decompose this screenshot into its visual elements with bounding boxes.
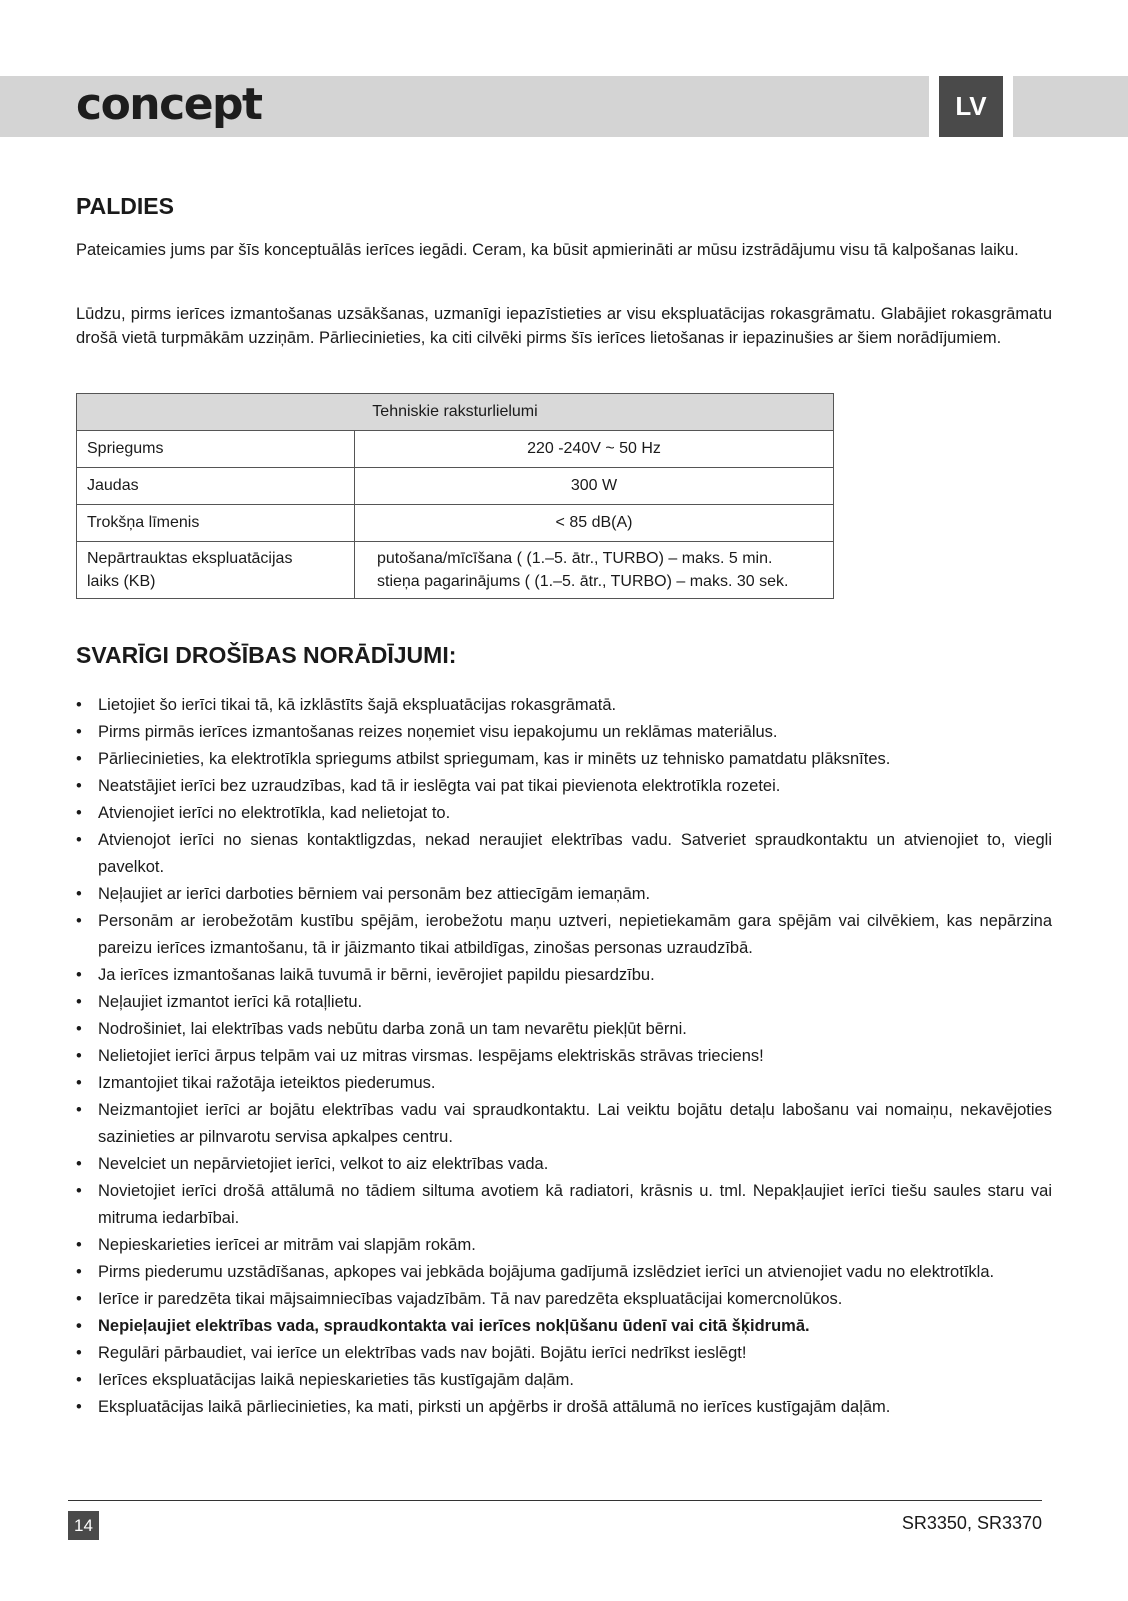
spec-value-line: stieņa pagarinājums ( (1.–5. ātr., TURBO) – maks. 30 sek.: [377, 573, 789, 590]
spec-row: [77, 505, 834, 542]
safety-item-text: Ekspluatācijas laikā pārliecinieties, ka mati, pirksti un apģērbs ir drošā attālumā no ierīces kustīgajām daļām.: [98, 1398, 891, 1416]
safety-item: [76, 746, 1052, 773]
safety-item-text: Neatstājiet ierīci bez uzraudzības, kad tā ir ieslēgta vai pat tikai pievienota elektrotīkla rozetei.: [98, 777, 781, 795]
bullet-icon: •: [76, 750, 82, 768]
safety-item-text: Pirms piederumu uzstādīšanas, apkopes vai jebkāda bojājuma gadījumā izslēdziet ierīci un atvienojiet vadu no elektrotīkla.: [98, 1263, 995, 1281]
safety-item: [76, 1178, 1052, 1232]
safety-item-text: Ja ierīces izmantošanas laikā tuvumā ir bērni, ievērojiet papildu piesardzību.: [98, 966, 655, 984]
safety-item-text: Atvienojiet ierīci no elektrotīkla, kad nelietojat to.: [98, 804, 451, 822]
bullet-icon: •: [76, 885, 82, 903]
safety-item: [76, 1286, 1052, 1313]
bullet-icon: •: [76, 1101, 82, 1119]
safety-item: [76, 1070, 1052, 1097]
bullet-icon: •: [76, 1290, 82, 1308]
spec-table: [76, 393, 834, 599]
safety-item: [76, 773, 1052, 800]
safety-item: [76, 1394, 1052, 1421]
spec-label: Jaudas: [77, 468, 355, 505]
footer-divider: [68, 1500, 1042, 1501]
spec-table-header-row: [77, 394, 834, 431]
safety-item-text: Nevelciet un nepārvietojiet ierīci, velkot to aiz elektrības vada.: [98, 1155, 549, 1173]
safety-item-text: Neļaujiet izmantot ierīci kā rotaļlietu.: [98, 993, 363, 1011]
bullet-icon: •: [76, 993, 82, 1011]
safety-item: [76, 1097, 1052, 1151]
safety-item-text: Lietojiet šo ierīci tikai tā, kā izklāstīts šajā ekspluatācijas rokasgrāmatā.: [98, 696, 617, 714]
safety-item: [76, 1340, 1052, 1367]
page-number: 14: [68, 1511, 99, 1540]
safety-item-text: Neļaujiet ar ierīci darboties bērniem vai personām bez attiecīgām iemaņām.: [98, 885, 651, 903]
safety-item: [76, 719, 1052, 746]
language-badge: LV: [939, 76, 1003, 137]
instructions-paragraph: Lūdzu, pirms ierīces izmantošanas uzsākšanas, uzmanīgi iepazīstieties ar visu ekspluatācijas rokasgrāmatu. Glabājiet rokasgrāmatu drošā vietā turpmākām uzziņām. Pārliecinieties, ka citi cilvēki pirms šīs ierīces lietošanas ir iepazinušies ar šiem norādījumiem.: [76, 305, 1052, 347]
safety-item-text: Ierīce ir paredzēta tikai mājsaimniecības vajadzībām. Tā nav paredzēta ekspluatācijai komercnolūkos.: [98, 1290, 843, 1308]
safety-item-text: Novietojiet ierīci drošā attālumā no tādiem siltuma avotiem kā radiatori, krāsnis u. tml. Nepakļaujiet ierīci tiešu saules staru vai mitruma iedarbībai.: [98, 1182, 1052, 1227]
bullet-icon: •: [76, 1371, 82, 1389]
spec-table-title: Tehniskie raksturlielumi: [77, 394, 834, 431]
spec-value-line: putošana/mīcīšana ( (1.–5. ātr., TURBO) – maks. 5 min.: [377, 550, 773, 567]
safety-item: [76, 1313, 1052, 1340]
bullet-icon: •: [76, 1074, 82, 1092]
bullet-icon: •: [76, 1317, 82, 1335]
spec-label: Trokšņa līmenis: [77, 505, 355, 542]
bullet-icon: •: [76, 831, 82, 849]
header-separator: [1003, 76, 1013, 137]
thanks-paragraph: Pateicamies jums par šīs konceptuālās ierīces iegādi. Ceram, ka būsit apmierināti ar mūsu izstrādājumu visu tā kalpošanas laiku.: [76, 241, 1019, 259]
safety-item: [76, 962, 1052, 989]
spec-label-line: laiks (KB): [87, 573, 156, 590]
bullet-icon: •: [76, 696, 82, 714]
bullet-icon: •: [76, 1236, 82, 1254]
spec-value: 300 W: [355, 468, 834, 505]
safety-item: [76, 1367, 1052, 1394]
bullet-icon: •: [76, 966, 82, 984]
safety-item-text: Neizmantojiet ierīci ar bojātu elektrības vadu vai spraudkontaktu. Lai veiktu bojātu detaļu labošanu vai nomaiņu, nekavējoties sazinieties ar pilnvarotu servisa apkalpes centru.: [98, 1101, 1052, 1146]
bullet-icon: •: [76, 1344, 82, 1362]
safety-heading: SVARĪGI DROŠĪBAS NORĀDĪJUMI:: [76, 642, 457, 668]
bullet-icon: •: [76, 1398, 82, 1416]
safety-item: [76, 800, 1052, 827]
safety-item-text: Ierīces ekspluatācijas laikā nepieskarieties tās kustīgajām daļām.: [98, 1371, 574, 1389]
safety-item: [76, 908, 1052, 962]
concept-logo: concept: [76, 79, 262, 130]
safety-item-text: Personām ar ierobežotām kustību spējām, ierobežotu maņu uztveri, nepietiekamām gara spējām vai cilvēkiem, kas nepārzina pareizu ierīces izmantošanu, tā ir jāizmanto tikai atbildīgas, zinošas personas uzraudzībā.: [98, 912, 1052, 957]
spec-row: [77, 431, 834, 468]
safety-item: [76, 989, 1052, 1016]
bullet-icon: •: [76, 1020, 82, 1038]
spec-row: [77, 542, 834, 599]
safety-item: [76, 1151, 1052, 1178]
spec-row: [77, 468, 834, 505]
safety-item: [76, 1016, 1052, 1043]
bullet-icon: •: [76, 1047, 82, 1065]
safety-item: [76, 881, 1052, 908]
safety-item-text: Nelietojiet ierīci ārpus telpām vai uz mitras virsmas. Iespējams elektriskās strāvas trieciens!: [98, 1047, 764, 1065]
spec-value: [355, 542, 834, 599]
spec-label: Spriegums: [77, 431, 355, 468]
header-separator: [929, 76, 939, 137]
safety-item: [76, 692, 1052, 719]
model-number: SR3350, SR3370: [901, 1513, 1042, 1533]
spec-value: < 85 dB(A): [355, 505, 834, 542]
safety-item-text: Pārliecinieties, ka elektrotīkla spriegums atbilst spriegumam, kas ir minēts uz tehnisko pamatdatu plāksnītes.: [98, 750, 891, 768]
spec-value: 220 -240V ~ 50 Hz: [355, 431, 834, 468]
safety-item-text: Nepieļaujiet elektrības vada, spraudkontakta vai ierīces nokļūšanu ūdenī vai citā šķidrumā.: [98, 1317, 810, 1335]
safety-item-text: Regulāri pārbaudiet, vai ierīce un elektrības vads nav bojāti. Bojātu ierīci nedrīkst ieslēgt!: [98, 1344, 747, 1362]
bullet-icon: •: [76, 1263, 82, 1281]
safety-item-text: Nepieskarieties ierīcei ar mitrām vai slapjām rokām.: [98, 1236, 476, 1254]
bullet-icon: •: [76, 777, 82, 795]
safety-item: [76, 1232, 1052, 1259]
safety-item-text: Izmantojiet tikai ražotāja ieteiktos piederumus.: [98, 1074, 436, 1092]
bullet-icon: •: [76, 912, 82, 930]
safety-item-text: Pirms pirmās ierīces izmantošanas reizes noņemiet visu iepakojumu un reklāmas materiālus.: [98, 723, 778, 741]
bullet-icon: •: [76, 723, 82, 741]
bullet-icon: •: [76, 804, 82, 822]
safety-item-text: Atvienojot ierīci no sienas kontaktligzdas, nekad neraujiet elektrības vadu. Satveriet spraudkontaktu un atvienojiet to, viegli pavelkot.: [98, 831, 1052, 876]
safety-item: [76, 1259, 1052, 1286]
bullet-icon: •: [76, 1182, 82, 1200]
safety-list: [76, 692, 1052, 1421]
bullet-icon: •: [76, 1155, 82, 1173]
safety-item: [76, 1043, 1052, 1070]
safety-item: [76, 827, 1052, 881]
spec-label: [77, 542, 355, 599]
safety-item-text: Nodrošiniet, lai elektrības vads nebūtu darba zonā un tam nevarētu piekļūt bērni.: [98, 1020, 687, 1038]
spec-label-line: Nepārtrauktas ekspluatācijas: [87, 550, 293, 567]
thanks-heading: PALDIES: [76, 193, 174, 219]
